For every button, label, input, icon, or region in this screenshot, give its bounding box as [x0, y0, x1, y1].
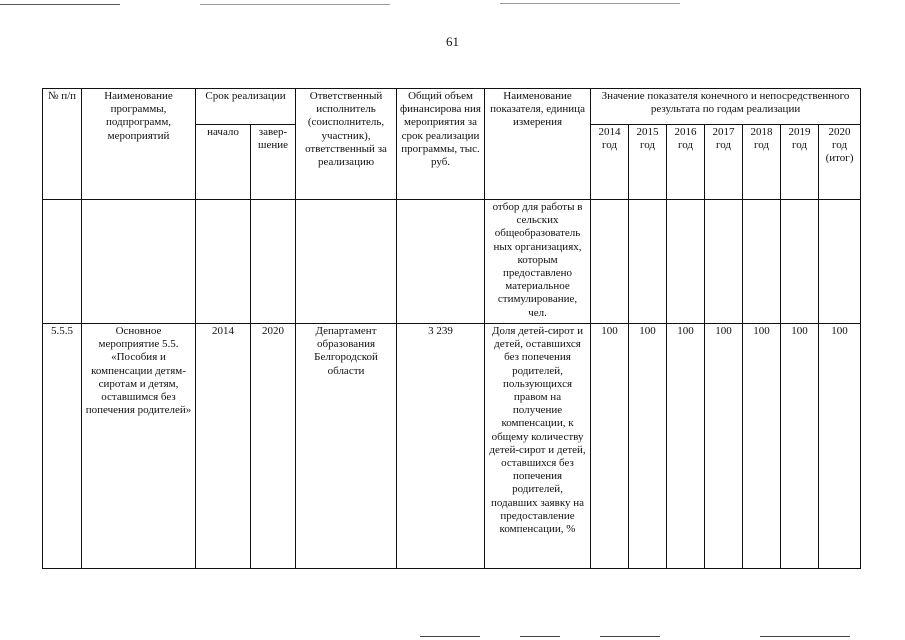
- header-start: начало: [196, 125, 251, 200]
- table-row-main: [43, 324, 861, 569]
- scan-artifact-line: [520, 636, 560, 637]
- scan-artifact-line: [200, 4, 390, 5]
- header-indicator: Наименование показателя, единица измерения: [485, 89, 591, 200]
- scan-artifact-line: [500, 3, 680, 4]
- header-name: Наименование программы, подпрограмм, мероприятий: [82, 89, 196, 200]
- cell-end: 2020: [251, 324, 296, 569]
- cell-empty: [43, 200, 82, 324]
- header-volume: Общий объем финансирова ния мероприятия за срок реализации программы, тыс. руб.: [397, 89, 485, 200]
- cell-empty: [591, 200, 629, 324]
- cell-indicator: Доля детей-сирот и детей, оставшихся без попечения родителей, пользующихся правом на получение компенсации, к общему количеству детей-сирот и детей, оставшихся без попечения родителей, подавших заявку на предоставление компенсации, %: [485, 324, 591, 569]
- cell-value: 100: [667, 324, 705, 569]
- cell-responsible: Департамент образования Белгородской области: [296, 324, 397, 569]
- scan-artifact-line: [420, 636, 480, 637]
- page-number: 61: [446, 34, 459, 49]
- header-end: завер-шение: [251, 125, 296, 200]
- header-year: 2018 год: [743, 125, 781, 200]
- cell-num: 5.5.5: [43, 324, 82, 569]
- header-year: 2020 год (итог): [819, 125, 861, 200]
- cell-value: 100: [591, 324, 629, 569]
- header-year: 2015 год: [629, 125, 667, 200]
- cell-empty: [296, 200, 397, 324]
- header-period: Срок реализации: [196, 89, 296, 125]
- cell-empty: [743, 200, 781, 324]
- cell-empty: [781, 200, 819, 324]
- table-row-continuation: [43, 200, 861, 324]
- header-year: 2014 год: [591, 125, 629, 200]
- cell-name: Основное мероприятие 5.5. «Пособия и компенсации детям-сиротам и детям, оставшимся без попечения родителей»: [82, 324, 196, 569]
- cell-empty: [82, 200, 196, 324]
- header-year: 2016 год: [667, 125, 705, 200]
- scan-artifact-line: [760, 636, 850, 637]
- scan-artifact-line: [600, 636, 660, 637]
- header-year: 2019 год: [781, 125, 819, 200]
- program-table: [42, 88, 861, 569]
- header-values-group: Значение показателя конечного и непосредственного результата по годам реализации: [591, 89, 861, 125]
- cell-empty: [251, 200, 296, 324]
- cell-empty: [819, 200, 861, 324]
- cell-value: 100: [781, 324, 819, 569]
- cell-empty: [629, 200, 667, 324]
- cell-empty: [196, 200, 251, 324]
- cell-start: 2014: [196, 324, 251, 569]
- cell-value: 100: [629, 324, 667, 569]
- header-num: № п/п: [43, 89, 82, 200]
- cell-empty: [397, 200, 485, 324]
- cell-value: 100: [705, 324, 743, 569]
- cell-indicator: отбор для работы в сельских общеобразователь ных организациях, которым предоставлено материальное стимулирование, чел.: [485, 200, 591, 324]
- cell-value: 100: [819, 324, 861, 569]
- header-row-1: [43, 89, 861, 125]
- header-year: 2017 год: [705, 125, 743, 200]
- header-responsible: Ответственный исполнитель (соисполнитель, участник), ответственный за реализацию: [296, 89, 397, 200]
- scan-artifact-line: [0, 4, 120, 5]
- cell-empty: [705, 200, 743, 324]
- cell-volume: 3 239: [397, 324, 485, 569]
- cell-value: 100: [743, 324, 781, 569]
- cell-empty: [667, 200, 705, 324]
